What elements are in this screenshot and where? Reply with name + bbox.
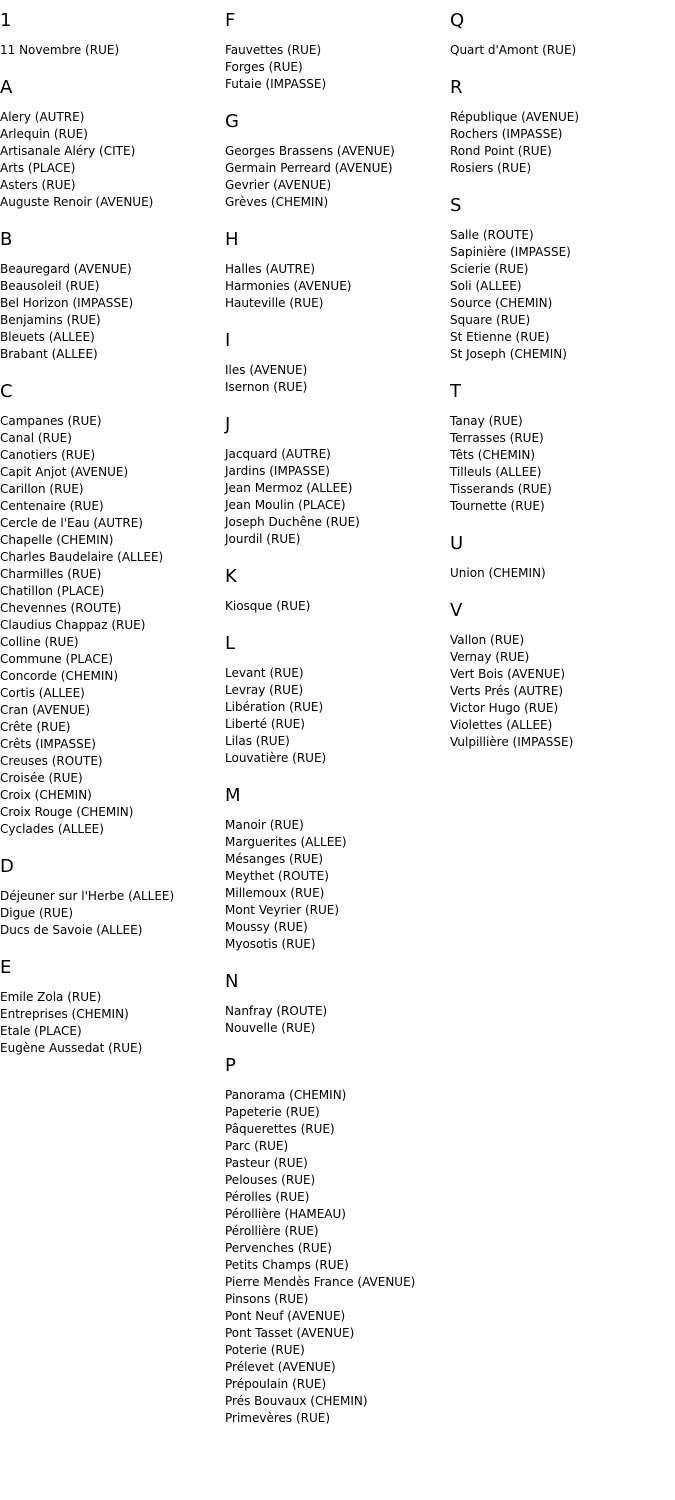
street-link[interactable]: Moussy (RUE) (225, 920, 308, 934)
street-link[interactable]: Alery (AUTRE) (0, 110, 85, 124)
street-link[interactable]: Croix (CHEMIN) (0, 788, 92, 802)
street-link[interactable]: Cyclades (ALLEE) (0, 822, 104, 836)
street-link[interactable]: Prés Bouvaux (CHEMIN) (225, 1394, 368, 1408)
street-link[interactable]: Crête (RUE) (0, 720, 71, 734)
street-link[interactable]: Auguste Renoir (AVENUE) (0, 195, 154, 209)
street-link[interactable]: Prélevet (AVENUE) (225, 1360, 336, 1374)
street-link[interactable]: Chatillon (PLACE) (0, 584, 105, 598)
street-link[interactable]: Papeterie (RUE) (225, 1105, 320, 1119)
street-link[interactable]: Lilas (RUE) (225, 734, 290, 748)
letter-heading: R (450, 77, 463, 98)
street-link[interactable]: Colline (RUE) (0, 635, 79, 649)
street-link[interactable]: Panorama (CHEMIN) (225, 1088, 347, 1102)
letter-group (450, 600, 675, 751)
street-link[interactable]: Myosotis (RUE) (225, 937, 316, 951)
street-link[interactable]: Germain Perreard (AVENUE) (225, 161, 393, 175)
letter-group (225, 111, 450, 211)
letter-heading: C (0, 381, 13, 402)
street-link[interactable]: Centenaire (RUE) (0, 499, 104, 513)
letter-group (0, 381, 225, 838)
street-link[interactable]: Beauregard (AVENUE) (0, 262, 132, 276)
street-link[interactable]: Georges Brassens (AVENUE) (225, 144, 395, 158)
letter-group (225, 414, 450, 548)
street-link[interactable]: Isernon (RUE) (225, 380, 308, 394)
street-link[interactable]: Brabant (ALLEE) (0, 347, 98, 361)
street-link[interactable]: Canotiers (RUE) (0, 448, 96, 462)
street-link[interactable]: Bleuets (ALLEE) (0, 330, 95, 344)
street-link[interactable]: Square (RUE) (450, 313, 531, 327)
street-link[interactable]: Capit Anjot (AVENUE) (0, 465, 129, 479)
street-link[interactable]: Chapelle (CHEMIN) (0, 533, 114, 547)
street-link[interactable]: Parc (RUE) (225, 1139, 289, 1153)
street-link[interactable]: Vernay (RUE) (450, 650, 530, 664)
street-link[interactable]: Pont Neuf (AVENUE) (225, 1309, 346, 1323)
street-link[interactable]: Jean Mermoz (ALLEE) (225, 481, 353, 495)
street-link[interactable]: Jacquard (AUTRE) (225, 447, 331, 461)
street-link[interactable]: Joseph Duchêne (RUE) (225, 515, 360, 529)
street-link[interactable]: Quart d'Amont (RUE) (450, 43, 577, 57)
letter-group (225, 330, 450, 396)
letter-group (225, 10, 450, 93)
letter-heading: I (225, 330, 231, 351)
street-link[interactable]: Arts (PLACE) (0, 161, 76, 175)
letter-heading: V (450, 600, 463, 621)
street-link[interactable]: Carillon (RUE) (0, 482, 84, 496)
street-link[interactable]: Source (CHEMIN) (450, 296, 553, 310)
street-link[interactable]: Pâquerettes (RUE) (225, 1122, 335, 1136)
street-link[interactable]: Louvatière (RUE) (225, 751, 327, 765)
street-link[interactable]: Jourdil (RUE) (225, 532, 301, 546)
letter-heading: 1 (0, 10, 12, 31)
letter-group (450, 195, 675, 363)
letter-group (450, 10, 675, 59)
street-link[interactable]: Grèves (CHEMIN) (225, 195, 329, 209)
street-link[interactable]: Vallon (RUE) (450, 633, 525, 647)
street-link[interactable]: Prépoulain (RUE) (225, 1377, 327, 1391)
letter-heading: N (225, 971, 239, 992)
letter-group (450, 381, 675, 515)
letter-heading: J (225, 414, 231, 435)
letter-heading: P (225, 1055, 236, 1076)
street-link[interactable]: Pervenches (RUE) (225, 1241, 332, 1255)
street-link[interactable]: Mont Veyrier (RUE) (225, 903, 340, 917)
street-link[interactable]: Emile Zola (RUE) (0, 990, 102, 1004)
street-link[interactable]: Soli (ALLEE) (450, 279, 522, 293)
street-index-column-2 (225, 10, 450, 1445)
street-link[interactable]: Artisanale Aléry (CITE) (0, 144, 136, 158)
street-link[interactable]: Meythet (ROUTE) (225, 869, 329, 883)
street-link[interactable]: Sapinière (IMPASSE) (450, 245, 571, 259)
letter-heading: M (225, 785, 241, 806)
street-link[interactable]: Marguerites (ALLEE) (225, 835, 347, 849)
street-link[interactable]: Bel Horizon (IMPASSE) (0, 296, 134, 310)
street-link[interactable]: Harmonies (AVENUE) (225, 279, 352, 293)
letter-group (225, 1055, 450, 1427)
letter-group (0, 957, 225, 1057)
street-link[interactable]: Rosiers (RUE) (450, 161, 532, 175)
street-link[interactable]: Croix Rouge (CHEMIN) (0, 805, 134, 819)
street-link[interactable]: Pont Tasset (AVENUE) (225, 1326, 355, 1340)
street-link[interactable]: 11 Novembre (RUE) (0, 43, 120, 57)
street-link[interactable]: Tilleuls (ALLEE) (450, 465, 542, 479)
letter-heading: U (450, 533, 464, 554)
street-link[interactable]: Nouvelle (RUE) (225, 1021, 316, 1035)
street-link[interactable]: St Joseph (CHEMIN) (450, 347, 567, 361)
street-link[interactable]: Etale (PLACE) (0, 1024, 82, 1038)
letter-group (0, 229, 225, 363)
street-link[interactable]: Manoir (RUE) (225, 818, 304, 832)
street-link[interactable]: Verts Prés (AUTRE) (450, 684, 564, 698)
street-link[interactable]: Canal (RUE) (0, 431, 72, 445)
letter-heading: T (450, 381, 461, 402)
letter-group (0, 10, 225, 59)
street-link[interactable]: Iles (AVENUE) (225, 363, 308, 377)
letter-group (450, 533, 675, 582)
street-link[interactable]: Halles (AUTRE) (225, 262, 316, 276)
street-link[interactable]: Têts (CHEMIN) (450, 448, 536, 462)
street-link[interactable]: Levray (RUE) (225, 683, 304, 697)
letter-heading: D (0, 856, 14, 877)
street-link[interactable]: Beausoleil (RUE) (0, 279, 100, 293)
street-link[interactable]: Cercle de l'Eau (AUTRE) (0, 516, 143, 530)
street-link[interactable]: Vert Bois (AVENUE) (450, 667, 566, 681)
street-link[interactable]: Futaie (IMPASSE) (225, 77, 327, 91)
letter-group (0, 77, 225, 211)
letter-group (225, 785, 450, 953)
street-link[interactable]: Violettes (ALLEE) (450, 718, 553, 732)
street-link[interactable]: Entreprises (CHEMIN) (0, 1007, 129, 1021)
street-link[interactable]: Nanfray (ROUTE) (225, 1004, 328, 1018)
street-link[interactable]: Hauteville (RUE) (225, 296, 324, 310)
street-link[interactable]: Primevères (RUE) (225, 1411, 331, 1425)
street-link[interactable]: Rond Point (RUE) (450, 144, 552, 158)
street-link[interactable]: Mésanges (RUE) (225, 852, 324, 866)
street-link[interactable]: Ducs de Savoie (ALLEE) (0, 923, 143, 937)
street-link[interactable]: Crêts (IMPASSE) (0, 737, 96, 751)
street-link[interactable]: Terrasses (RUE) (450, 431, 544, 445)
street-link[interactable]: Concorde (CHEMIN) (0, 669, 119, 683)
street-link[interactable]: Digue (RUE) (0, 906, 74, 920)
street-link[interactable]: Poterie (RUE) (225, 1343, 305, 1357)
street-link[interactable]: Chevennes (ROUTE) (0, 601, 122, 615)
street-link[interactable]: Forges (RUE) (225, 60, 303, 74)
letter-heading: F (225, 10, 236, 31)
letter-heading: S (450, 195, 462, 216)
street-link[interactable]: Gevrier (AVENUE) (225, 178, 332, 192)
street-link[interactable]: Fauvettes (RUE) (225, 43, 322, 57)
street-link[interactable]: République (AVENUE) (450, 110, 580, 124)
street-link[interactable]: Pasteur (RUE) (225, 1156, 308, 1170)
street-link[interactable]: Pelouses (RUE) (225, 1173, 316, 1187)
letter-group (225, 566, 450, 615)
street-link[interactable]: Pierre Mendès France (AVENUE) (225, 1275, 416, 1289)
street-link[interactable]: Liberté (RUE) (225, 717, 305, 731)
street-link[interactable]: Jean Moulin (PLACE) (225, 498, 346, 512)
street-link[interactable]: Union (CHEMIN) (450, 566, 546, 580)
street-link[interactable]: St Etienne (RUE) (450, 330, 550, 344)
street-link[interactable]: Arlequin (RUE) (0, 127, 88, 141)
street-link[interactable]: Pérolles (RUE) (225, 1190, 310, 1204)
street-link[interactable]: Petits Champs (RUE) (225, 1258, 349, 1272)
letter-heading: K (225, 566, 237, 587)
street-link[interactable]: Asters (RUE) (0, 178, 76, 192)
street-link[interactable]: Pinsons (RUE) (225, 1292, 309, 1306)
street-link[interactable]: Jardins (IMPASSE) (225, 464, 330, 478)
street-link[interactable]: Cran (AVENUE) (0, 703, 91, 717)
street-link[interactable]: Charles Baudelaire (ALLEE) (0, 550, 164, 564)
letter-heading: A (0, 77, 13, 98)
letter-group (225, 971, 450, 1037)
street-link[interactable]: Millemoux (RUE) (225, 886, 325, 900)
street-link[interactable]: Benjamins (RUE) (0, 313, 101, 327)
street-link[interactable]: Eugène Aussedat (RUE) (0, 1041, 143, 1055)
street-link[interactable]: Pérollière (RUE) (225, 1224, 319, 1238)
street-link[interactable]: Déjeuner sur l'Herbe (ALLEE) (0, 889, 175, 903)
street-link[interactable]: Croisée (RUE) (0, 771, 83, 785)
street-link[interactable]: Rochers (IMPASSE) (450, 127, 563, 141)
street-index-column-1 (0, 10, 225, 1075)
letter-group (225, 633, 450, 767)
street-link[interactable]: Claudius Chappaz (RUE) (0, 618, 146, 632)
street-link[interactable]: Libération (RUE) (225, 700, 324, 714)
letter-heading: B (0, 229, 13, 250)
street-link[interactable]: Charmilles (RUE) (0, 567, 102, 581)
street-link[interactable]: Victor Hugo (RUE) (450, 701, 559, 715)
street-index-column-3 (450, 10, 675, 769)
street-link[interactable]: Creuses (ROUTE) (0, 754, 103, 768)
letter-heading: H (225, 229, 239, 250)
street-link[interactable]: Salle (ROUTE) (450, 228, 534, 242)
letter-heading: G (225, 111, 239, 132)
letter-group (0, 856, 225, 939)
letter-heading: E (0, 957, 12, 978)
letter-heading: L (225, 633, 236, 654)
street-link[interactable]: Tanay (RUE) (450, 414, 523, 428)
street-link[interactable]: Vulpillière (IMPASSE) (450, 735, 574, 749)
street-link[interactable]: Levant (RUE) (225, 666, 304, 680)
street-link[interactable]: Kiosque (RUE) (225, 599, 311, 613)
street-link[interactable]: Scierie (RUE) (450, 262, 529, 276)
letter-group (225, 229, 450, 312)
street-link[interactable]: Cortis (ALLEE) (0, 686, 85, 700)
street-link[interactable]: Campanes (RUE) (0, 414, 102, 428)
letter-group (450, 77, 675, 177)
letter-heading: Q (450, 10, 465, 31)
street-link[interactable]: Pérollière (HAMEAU) (225, 1207, 346, 1221)
street-link[interactable]: Tisserands (RUE) (450, 482, 552, 496)
street-link[interactable]: Tournette (RUE) (450, 499, 545, 513)
street-link[interactable]: Commune (PLACE) (0, 652, 114, 666)
